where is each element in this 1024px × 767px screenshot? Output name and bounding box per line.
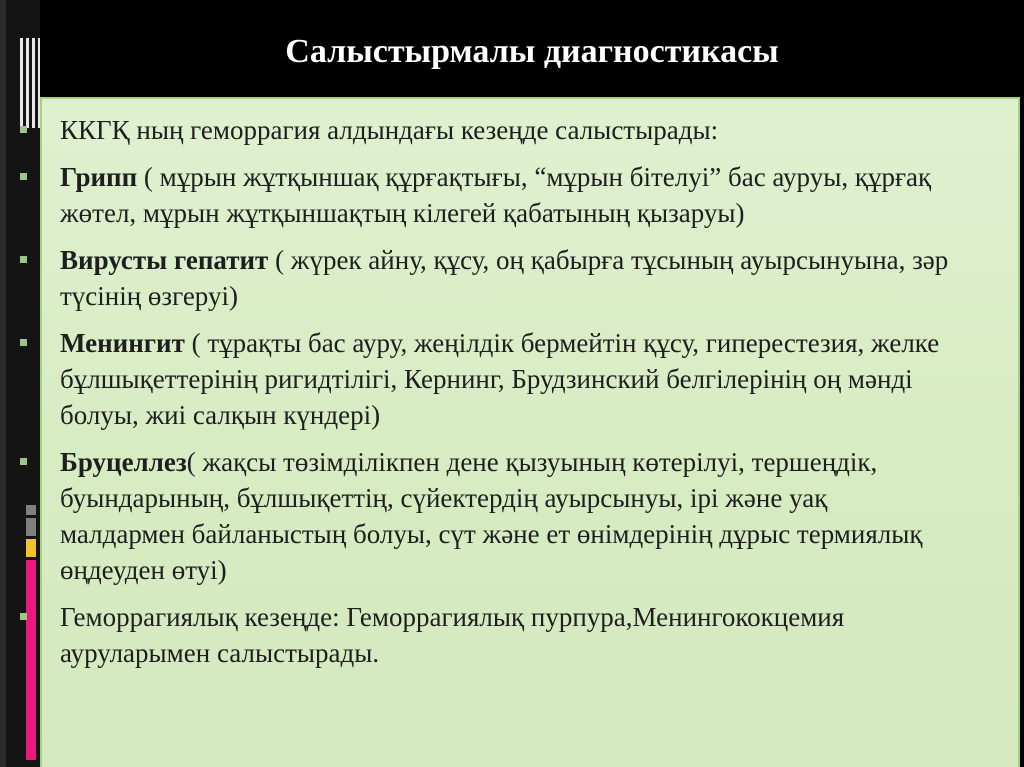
list-item [60,325,950,433]
list-item [60,599,950,671]
bullet-marker-icon [20,339,27,346]
bullet-text: Геморрагиялық кезеңде: Геморрагиялық пурпура,Менингококцемия ауруларымен салыстырады. [60,602,845,668]
bullet-marker-icon [20,256,27,263]
decor-color-accents [26,505,36,760]
bullet-bold: Менингит [60,328,185,358]
bullet-text: ( жақсы төзімділікпен дене қызуының көтерілуі, тершеңдік, буындарының, бұлшықеттің, сүйектердің ауырсынуы, ірі және уақ малдармен байланыстың болуы, сүт және ет өнімдерінің дұрыс термиялық өңдеуден өтуі) [60,447,923,585]
bullet-marker-icon [20,173,27,180]
left-decor-bar [0,0,6,767]
bullet-text: ( мұрын жұтқыншақ құрғақтығы, “мұрын бітелуі” бас ауруы, құрғақ жөтел, мұрын жұтқыншақтың кілегей қабатының қызаруы) [60,162,932,228]
title-bar [40,0,1024,97]
list-item [60,242,950,314]
bullet-list [60,112,950,682]
bullet-text: ( жүрек айну, құсу, оң қабырға тұсының ауырсынуына, зәр түсінің өзгеруі) [60,245,949,311]
bullet-marker-icon [20,126,27,133]
list-item [60,444,950,588]
bullet-bold: Вирусты гепатит [60,245,269,275]
bullet-marker-icon [20,458,27,465]
left-decor-strip [0,0,40,767]
bullet-bold: Бруцеллез [60,447,187,477]
decor-vertical-lines [20,38,42,128]
bullet-text: ККГҚ ның геморрагия алдындағы кезеңде салыстырады: [60,115,719,145]
bullet-bold: Грипп [60,162,138,192]
bullet-marker-icon [20,613,27,620]
list-item [60,159,950,231]
list-item [60,112,950,148]
bullet-text: ( тұрақты бас ауру, жеңілдік бермейтін құсу, гиперестезия, желке бұлшықеттерінің ригидтілігі, Кернинг, Брудзинский белгілерінің оң мәнді болуы, жиі салқын күндері) [60,328,940,430]
slide-title: Салыстырмалы диагностикасы [285,33,779,70]
